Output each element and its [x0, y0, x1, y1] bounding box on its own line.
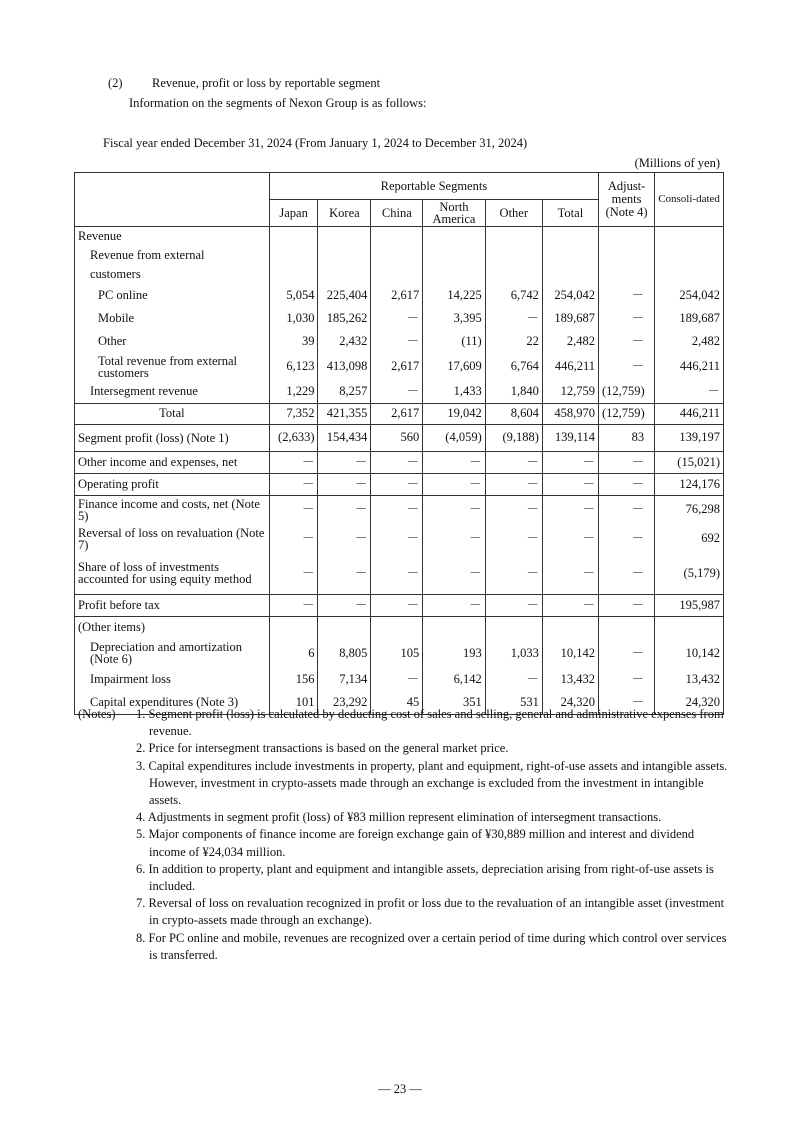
table-cell: 17,609 [423, 353, 485, 380]
table-cell: 45 [371, 691, 423, 714]
table-cell: (9,188) [485, 424, 542, 451]
table-cell: 185,262 [318, 307, 371, 330]
table-cell: 458,970 [542, 403, 598, 424]
row-label: Depreciation and amortization (Note 6) [75, 638, 270, 668]
row-label: Mobile [75, 307, 270, 330]
note-2: 2. Price for intersegment transactions is based on the general market price. [136, 741, 509, 756]
table-cell: － [655, 380, 724, 403]
row-label: Capital expenditures (Note 3) [75, 691, 270, 714]
table-cell: 531 [485, 691, 542, 714]
segment-profit-row [75, 424, 724, 451]
table-cell: 5,054 [286, 288, 315, 302]
table-cell [269, 616, 318, 638]
table-cell: － [371, 524, 423, 553]
table-cell: － [542, 553, 598, 594]
table-cell: 23,292 [318, 691, 371, 714]
table-cell: － [599, 668, 655, 691]
table-cell: － [599, 330, 655, 353]
table-cell: 2,482 [542, 330, 598, 353]
table-cell: 22 [485, 330, 542, 353]
table-cell: 2,482 [655, 330, 724, 353]
table-cell: － [301, 531, 315, 545]
row-label: Share of loss of investments accounted for using equity method [75, 553, 270, 594]
table-cell [318, 246, 371, 264]
table-cell: 6,123 [286, 359, 315, 373]
table-cell: － [485, 553, 542, 594]
table-cell: 1,229 [269, 380, 318, 403]
table-cell [542, 616, 598, 638]
row-label: Revenue from external [75, 246, 270, 264]
table-cell [599, 264, 655, 284]
table-cell: － [371, 451, 423, 473]
table-cell: (15,021) [655, 451, 724, 473]
table-cell: (12,759) [599, 380, 655, 403]
table-cell [485, 226, 542, 246]
table-cell: 10,142 [542, 638, 598, 668]
row-label: (Other items) [75, 616, 270, 638]
row-label: Operating profit [75, 473, 270, 495]
table-cell [599, 246, 655, 264]
unit-label: (Millions of yen) [634, 156, 720, 170]
table-cell: － [485, 307, 542, 330]
table-cell: 189,687 [655, 307, 724, 330]
table-cell [423, 226, 485, 246]
table-cell [655, 226, 724, 246]
table-cell: － [542, 473, 598, 495]
table-cell: － [485, 594, 542, 616]
table-cell: － [371, 668, 423, 691]
table-cell: － [542, 451, 598, 473]
table-cell [655, 616, 724, 638]
note-3: 3. Capital expenditures include investments in property, plant and equipment, right-of-use assets and intangible assets. However, investment in crypto-assets made through an exchange is excluded from the investment in intangible assets. [136, 758, 728, 808]
table-cell [655, 246, 724, 264]
table-cell [542, 264, 598, 284]
note-5: 5. Major components of finance income are foreign exchange gain of ¥30,889 million and interest and dividend income of ¥24,034 million. [136, 827, 695, 859]
row-label: Other income and expenses, net [75, 451, 270, 473]
table-cell: － [485, 668, 542, 691]
table-cell: － [599, 307, 655, 330]
table-cell: 13,432 [655, 668, 724, 691]
col-other: Other [485, 200, 542, 227]
table-cell: 6 [308, 645, 315, 660]
table-cell: － [485, 524, 542, 553]
table-cell: － [301, 565, 315, 580]
table-cell: 19,042 [423, 403, 485, 424]
table-cell: 1,030 [286, 311, 315, 325]
table-cell: 254,042 [655, 284, 724, 307]
table-cell: (4,059) [423, 424, 485, 451]
table-cell: － [599, 691, 655, 714]
table-cell: 39 [301, 334, 315, 348]
table-cell: － [269, 473, 318, 495]
fiscal-year-caption: Fiscal year ended December 31, 2024 (From January 1, 2024 to December 31, 2024) [103, 136, 528, 150]
table-cell: 139,197 [655, 424, 724, 451]
table-cell: 154,434 [318, 424, 371, 451]
row-label: Finance income and costs, net (Note 5) [75, 495, 270, 524]
table-cell [318, 226, 371, 246]
table-cell: 105 [371, 638, 423, 668]
table-cell: 6,764 [485, 353, 542, 380]
table-cell: － [371, 473, 423, 495]
table-cell: － [423, 524, 485, 553]
table-cell: － [318, 524, 371, 553]
page-number: — 23 — [378, 1082, 422, 1096]
table-cell: 560 [371, 424, 423, 451]
table-cell [269, 226, 318, 246]
row-label: Other [75, 330, 270, 353]
table-cell: 14,225 [423, 284, 485, 307]
revenue-row [75, 226, 724, 246]
table-cell: － [599, 284, 655, 307]
table-cell: 2,617 [371, 403, 423, 424]
table-cell: － [318, 495, 371, 524]
revenue-item-row [75, 353, 724, 380]
table-cell: 6,142 [423, 668, 485, 691]
row-label: Intersegment revenue [75, 380, 270, 403]
row-label: Total revenue from external customers [75, 353, 270, 380]
table-cell: － [542, 495, 598, 524]
table-cell: 7,352 [269, 403, 318, 424]
table-cell [371, 616, 423, 638]
notes [78, 706, 728, 964]
segment-table [74, 172, 724, 227]
table-cell: 156 [295, 672, 315, 686]
table-cell: － [599, 353, 655, 380]
table-cell: 8,257 [318, 380, 371, 403]
table-cell: 351 [423, 691, 485, 714]
table-cell: － [485, 495, 542, 524]
table-cell: 446,211 [655, 353, 724, 380]
table-cell: 421,355 [318, 403, 371, 424]
intro-text: Information on the segments of Nexon Group is as follows: [129, 96, 427, 110]
table-cell: 13,432 [542, 668, 598, 691]
ext-label-row-2 [75, 264, 724, 284]
table-cell: (2,633) [269, 424, 318, 451]
table-cell [423, 246, 485, 264]
table-cell [423, 264, 485, 284]
ext-label-row [75, 246, 724, 264]
col-korea: Korea [318, 200, 371, 227]
table-cell [485, 246, 542, 264]
table-cell: － [371, 553, 423, 594]
adjustments-header: Adjust- ments (Note 4) [599, 173, 655, 227]
other-item-row [75, 638, 724, 668]
table-cell: 692 [655, 524, 724, 553]
table-cell: 24,320 [655, 691, 724, 714]
reportable-segments-header: Reportable Segments [269, 173, 598, 200]
table-cell: 8,604 [485, 403, 542, 424]
table-cell: － [423, 495, 485, 524]
table-cell: 76,298 [655, 495, 724, 524]
revenue-item-row [75, 330, 724, 353]
table-cell [599, 226, 655, 246]
table-cell: 413,098 [318, 353, 371, 380]
table-cell: － [318, 553, 371, 594]
table-cell: － [269, 451, 318, 473]
row-label: Reversal of loss on revaluation (Note 7) [75, 524, 270, 553]
table-cell: － [599, 495, 655, 524]
col-japan: Japan [269, 200, 318, 227]
revenue-item-row [75, 307, 724, 330]
section-heading [108, 76, 380, 91]
note-1: (Notes) 1. Segment profit (loss) is calculated by deducting cost of sales and selling, general and administrative expenses from revenue. [78, 707, 724, 739]
table-cell: (5,179) [655, 553, 724, 594]
table-cell [269, 246, 318, 264]
table-cell: 12,759 [542, 380, 598, 403]
table-cell: 1,033 [485, 638, 542, 668]
table-cell: 2,432 [318, 330, 371, 353]
table-cell: 8,805 [318, 638, 371, 668]
table-cell: － [318, 594, 371, 616]
corner-cell [75, 173, 270, 227]
table-cell [371, 226, 423, 246]
col-china: China [371, 200, 423, 227]
row-label: Segment profit (loss) (Note 1) [75, 424, 270, 451]
table-cell: 24,320 [542, 691, 598, 714]
table-cell: 2,617 [371, 353, 423, 380]
table-cell [485, 616, 542, 638]
section-title: Revenue, profit or loss by reportable segment [152, 76, 381, 90]
table-cell [269, 264, 318, 284]
table-cell: － [318, 473, 371, 495]
table-cell [599, 616, 655, 638]
table-cell: － [318, 451, 371, 473]
table-cell [542, 226, 598, 246]
table-cell: － [599, 451, 655, 473]
table-cell: (12,759) [599, 403, 655, 424]
note-7: 7. Reversal of loss on revaluation recognized in profit or loss due to the revaluation of an intangible asset (investment in crypto-assets made through an exchange). [136, 896, 725, 928]
other-income-row [75, 451, 724, 473]
revenue-item-row [75, 380, 724, 403]
table-cell: － [599, 553, 655, 594]
table-cell [318, 264, 371, 284]
note-8: 8. For PC online and mobile, revenues are recognized over a certain period of time during which control over services is transferred. [136, 930, 727, 962]
table-cell [423, 616, 485, 638]
reversal-row [75, 524, 724, 553]
table-cell: － [542, 524, 598, 553]
table-cell: 1,433 [423, 380, 485, 403]
table-cell: － [423, 594, 485, 616]
table-cell: － [371, 594, 423, 616]
row-label: Revenue [75, 226, 270, 246]
consolidated-header: Consoli-dated [655, 173, 724, 227]
table-cell: 446,211 [542, 353, 598, 380]
table-cell: － [371, 495, 423, 524]
table-cell: － [423, 553, 485, 594]
table-cell: － [599, 524, 655, 553]
table-cell: 2,617 [371, 284, 423, 307]
table-cell: 83 [599, 424, 655, 451]
table-cell: － [371, 330, 423, 353]
table-cell: － [485, 451, 542, 473]
table-cell: － [269, 495, 318, 524]
table-cell: － [423, 451, 485, 473]
table-cell: － [371, 307, 423, 330]
table-cell: 139,114 [542, 424, 598, 451]
row-label: Total [75, 403, 270, 424]
table-cell: 7,134 [318, 668, 371, 691]
table-cell: － [269, 594, 318, 616]
table-cell: 124,176 [655, 473, 724, 495]
table-cell: 446,211 [655, 403, 724, 424]
table-cell [371, 264, 423, 284]
table-cell [318, 616, 371, 638]
table-cell: 101 [269, 691, 318, 714]
col-north-america: North America [423, 200, 485, 227]
table-cell: － [599, 638, 655, 668]
operating-profit-row [75, 473, 724, 495]
section-number: (2) [108, 76, 123, 90]
table-cell: 225,404 [318, 284, 371, 307]
share-row [75, 553, 724, 594]
row-label: Impairment loss [75, 668, 270, 691]
table-cell: 1,840 [485, 380, 542, 403]
table-cell: 10,142 [655, 638, 724, 668]
finance-row [75, 495, 724, 524]
table-cell: － [371, 380, 423, 403]
table-cell: － [423, 473, 485, 495]
col-total: Total [542, 200, 598, 227]
table-cell: － [542, 594, 598, 616]
table-cell: 254,042 [542, 284, 598, 307]
other-items-row [75, 616, 724, 638]
table-cell: 193 [423, 638, 485, 668]
row-label: PC online [75, 284, 270, 307]
profit-before-tax-row [75, 594, 724, 616]
table-cell: － [599, 473, 655, 495]
row-label: customers [75, 264, 270, 284]
table-cell [371, 246, 423, 264]
table-cell: 3,395 [423, 307, 485, 330]
revenue-item-row [75, 284, 724, 307]
table-cell [485, 264, 542, 284]
notes-label: (Notes) [78, 707, 116, 721]
table-cell: － [599, 594, 655, 616]
other-item-row [75, 668, 724, 691]
table-cell [542, 246, 598, 264]
segment-table-body [74, 226, 724, 715]
table-cell: 189,687 [542, 307, 598, 330]
note-4: 4. Adjustments in segment profit (loss) of ¥83 million represent elimination of intersegment transactions. [136, 810, 662, 825]
note-6: 6. In addition to property, plant and equipment and intangible assets, depreciation arising from right-of-use assets is included. [136, 861, 714, 894]
row-label: Profit before tax [75, 594, 270, 616]
table-cell: 195,987 [655, 594, 724, 616]
table-cell: 6,742 [485, 284, 542, 307]
total-row [75, 403, 724, 424]
table-cell: － [485, 473, 542, 495]
table-cell [655, 264, 724, 284]
table-cell: (11) [423, 330, 485, 353]
